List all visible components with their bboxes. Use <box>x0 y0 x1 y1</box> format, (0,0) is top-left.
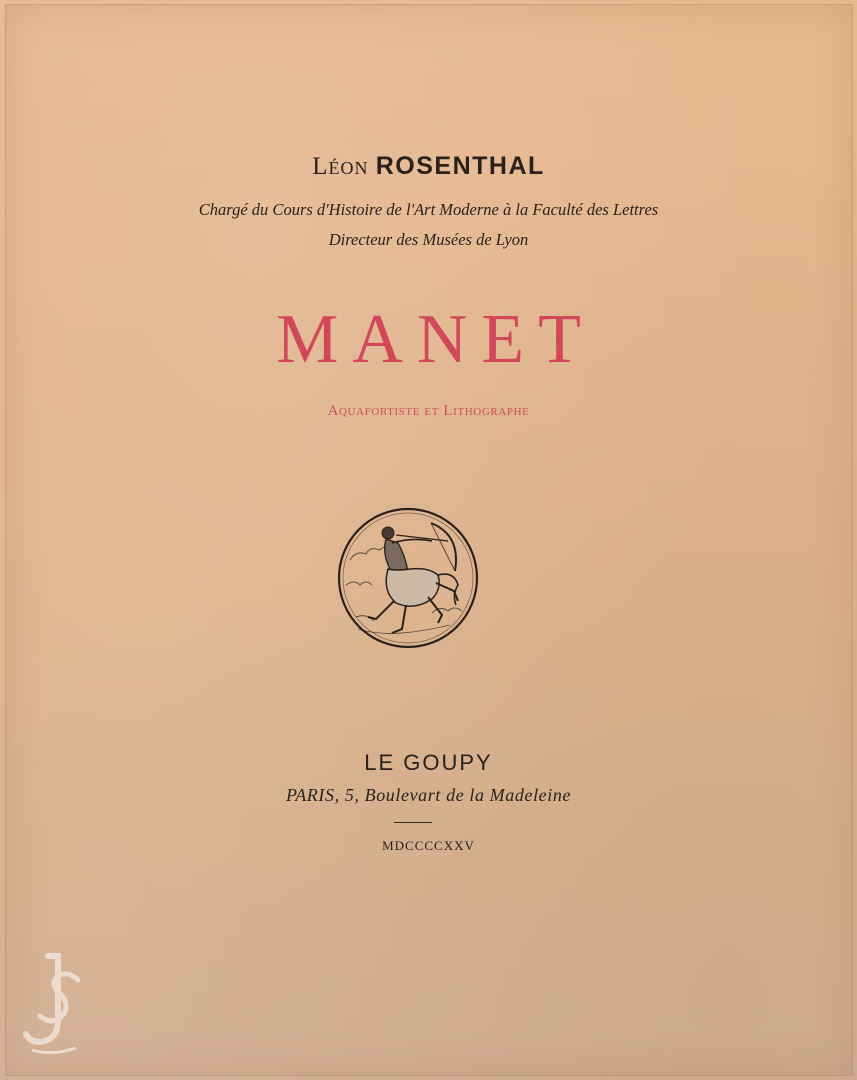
author-last-name: ROSENTHAL <box>375 152 545 180</box>
address-city: PARIS, <box>285 785 340 805</box>
address-street: 5, Boulevart de la Madeleine <box>344 785 572 805</box>
author-first-name: Léon <box>312 153 369 180</box>
author-affiliation-2: Directeur des Musées de Lyon <box>328 230 529 249</box>
divider-rule <box>394 822 432 823</box>
author-affiliation-1: Chargé du Cours d'Histoire de l'Art Moderne à la Faculté des Lettres <box>198 200 659 219</box>
publisher-address <box>0 785 857 806</box>
centaur-archer-medallion-icon <box>336 505 480 651</box>
author-name <box>0 152 857 181</box>
publisher-name: LE GOUPY <box>364 750 493 775</box>
book-title: MANET <box>276 301 595 378</box>
publication-year: MDCCCCXXV <box>382 838 475 853</box>
book-subtitle: Aquafortiste et Lithographe <box>327 403 530 419</box>
js-monogram-logo <box>20 950 90 1060</box>
